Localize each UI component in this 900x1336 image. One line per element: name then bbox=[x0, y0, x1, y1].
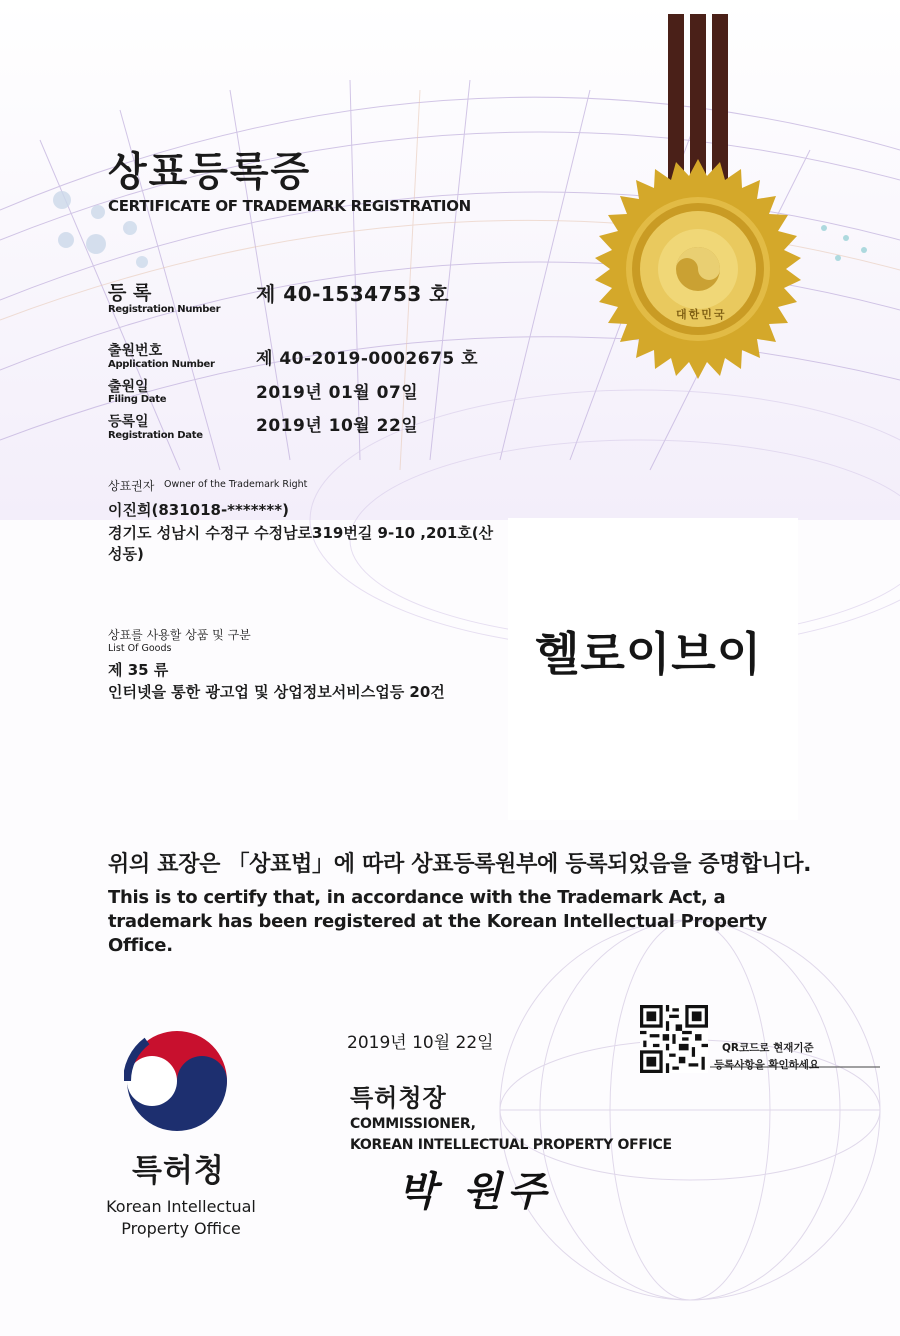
registration-date-value: 2019년 10월 22일 bbox=[256, 416, 419, 436]
kipo-name-en: Korean Intellectual Property Office bbox=[106, 1197, 256, 1238]
goods-class: 제 35 류 bbox=[108, 661, 169, 679]
goods-description: 인터넷을 통한 광고업 및 상업정보서비스업등 20건 bbox=[108, 683, 445, 701]
owner-address-line2: 성동) bbox=[108, 545, 144, 563]
certification-text-en: This is to certify that, in accordance with the Trademark Act, a trademark has been registered at the Korean Intellectual Property Office. bbox=[108, 887, 767, 956]
certificate-title-ko: 상표등록증 bbox=[108, 149, 312, 195]
certificate-title-en: CERTIFICATE OF TRADEMARK REGISTRATION bbox=[108, 197, 471, 215]
registration-date-label-ko: 등록일 bbox=[108, 414, 149, 430]
issue-date: 2019년 10월 22일 bbox=[347, 1033, 494, 1053]
certification-text-ko: 위의 표장은 「상표법」에 따라 상표등록원부에 등록되었음을 증명합니다. bbox=[108, 852, 812, 877]
registration-label-ko: 등 록 bbox=[108, 282, 152, 304]
application-label-ko: 출원번호 bbox=[108, 343, 163, 359]
gold-seal-icon bbox=[590, 14, 805, 379]
registration-date-label-en: Registration Date bbox=[108, 430, 203, 441]
registration-label-en: Registration Number bbox=[108, 304, 221, 315]
commissioner-en-line1: COMMISSIONER, bbox=[350, 1116, 476, 1132]
kipo-name-ko: 특허청 bbox=[132, 1153, 225, 1189]
goods-label-ko: 상표를 사용할 상품 및 구분 bbox=[108, 628, 251, 642]
owner-name: 이진희(831018-*******) bbox=[108, 501, 289, 519]
commissioner-signature: 박 원주 bbox=[398, 1168, 552, 1215]
qr-caption-line1: QR코드로 현재기준 bbox=[722, 1042, 814, 1054]
commissioner-ko: 특허청장 bbox=[350, 1084, 447, 1112]
registration-number: 제 40-1534753 호 bbox=[256, 282, 450, 306]
kipo-emblem-icon bbox=[124, 1028, 230, 1134]
trademark-mark: 헬로이브이 bbox=[535, 627, 763, 681]
owner-label-en: Owner of the Trademark Right bbox=[164, 479, 308, 490]
seal-text: 대한민국 bbox=[676, 308, 727, 321]
owner-label-ko: 상표권자 bbox=[108, 479, 155, 493]
filing-date-label-en: Filing Date bbox=[108, 394, 167, 405]
application-number: 제 40-2019-0002675 호 bbox=[256, 349, 479, 369]
owner-address-line1: 경기도 성남시 수정구 수정남로319번길 9-10 ,201호(산 bbox=[108, 524, 494, 542]
qr-code-icon[interactable] bbox=[640, 1005, 708, 1073]
commissioner-en-line2: KOREAN INTELLECTUAL PROPERTY OFFICE bbox=[350, 1137, 672, 1153]
filing-date-label-ko: 출원일 bbox=[108, 379, 149, 395]
goods-label-en: List Of Goods bbox=[108, 643, 172, 654]
qr-caption-line2: 등록사항을 확인하세요 bbox=[714, 1059, 820, 1071]
application-label-en: Application Number bbox=[108, 359, 215, 370]
filing-date-value: 2019년 01월 07일 bbox=[256, 383, 419, 403]
